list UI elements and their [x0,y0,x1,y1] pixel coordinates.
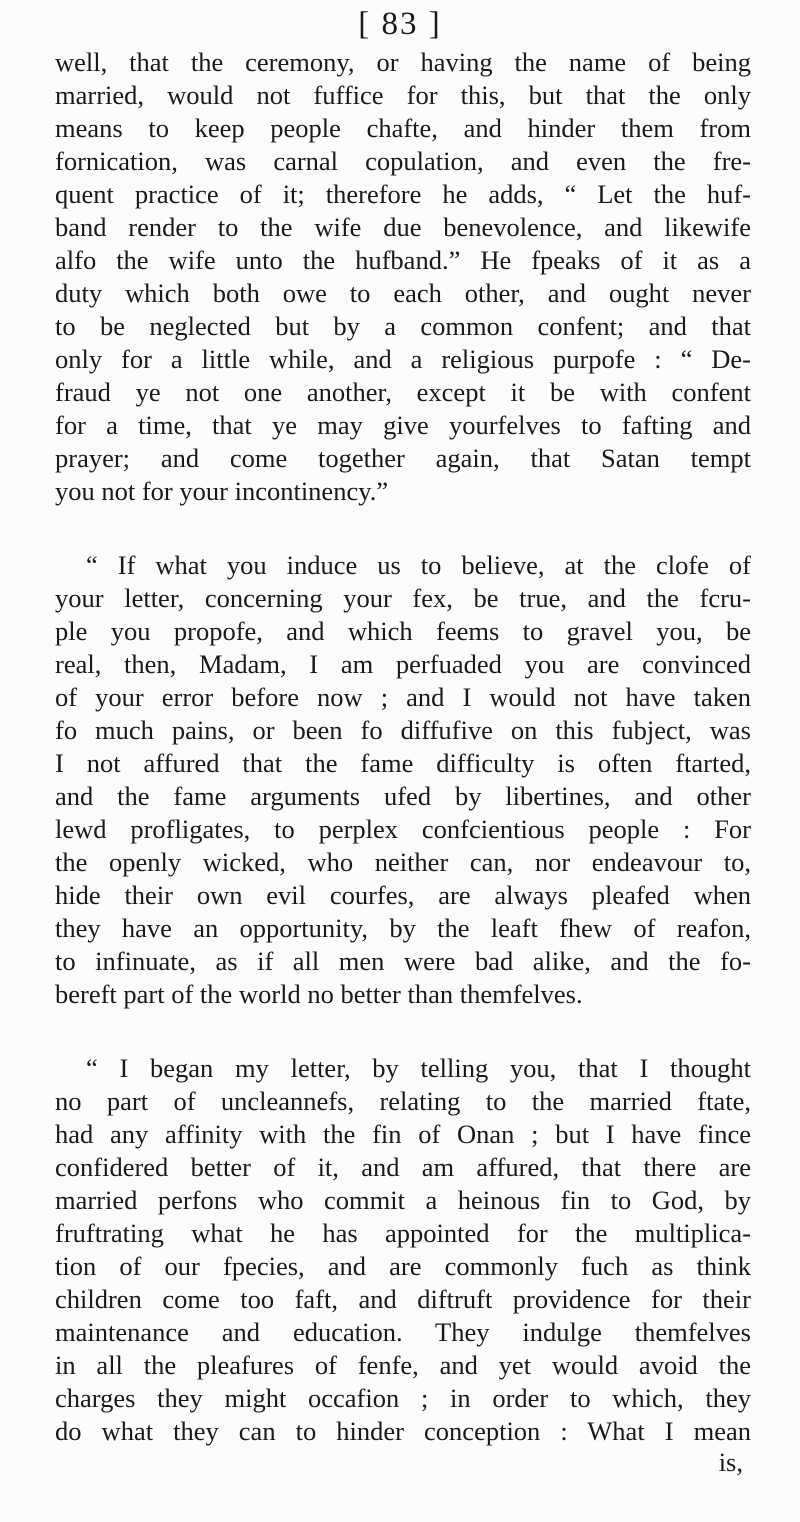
text-line: fruftrating what he has appointed for the multiplica- [55,1218,751,1248]
paragraph-3 [55,1052,751,1448]
text-line: your letter, concerning your fex, be true, and the fcru- [55,583,751,613]
text-line: “ I began my letter, by telling you, that I thought [86,1053,751,1083]
text-line: no part of uncleannefs, relating to the married ftate, [55,1086,751,1116]
paragraph-spacer [55,508,751,549]
text-line: you not for your incontinency.” [55,476,389,506]
text-line: charges they might occafion ; in order to which, they [55,1383,751,1413]
text-line: hide their own evil courfes, are always pleafed when [55,880,751,910]
body-text [55,46,751,1481]
text-line: married, would not fuffice for this, but that the only [55,80,751,110]
text-line: to be neglected but by a common confent; and that [55,311,751,341]
catchword: is, [718,1447,743,1477]
text-line: to infinuate, as if all men were bad alike, and the fo- [55,946,751,976]
paragraph-spacer [55,1011,751,1052]
text-line: ple you propofe, and which feems to gravel you, be [55,616,751,646]
page-number: [ 83 ] [358,6,442,42]
text-line: lewd profligates, to perplex confcientious people : For [55,814,751,844]
text-line: duty which both owe to each other, and ought never [55,278,751,308]
text-line: “ If what you induce us to believe, at the clofe of [86,550,751,580]
text-line: fraud ye not one another, except it be with confent [55,377,751,407]
text-line: confidered better of it, and am affured, that there are [55,1152,751,1182]
text-line: band render to the wife due benevolence, and likewife [55,212,751,242]
text-line: prayer; and come together again, that Satan tempt [55,443,751,473]
text-line: children come too faft, and diftruft providence for their [55,1284,751,1314]
text-line: quent practice of it; therefore he adds, “ Let the huf- [55,179,751,209]
paragraph-2 [55,549,751,1011]
text-line: the openly wicked, who neither can, nor endeavour to, [55,847,751,877]
text-line: well, that the ceremony, or having the name of being [55,47,751,77]
text-line: and the fame arguments ufed by libertines, and other [55,781,751,811]
text-line: tion of our fpecies, and are commonly fuch as think [55,1251,751,1281]
text-line: fornication, was carnal copulation, and even the fre- [55,146,751,176]
text-line: I not affured that the fame difficulty is often ftarted, [55,748,751,778]
text-line: bereft part of the world no better than themfelves. [55,979,583,1009]
text-line: do what they can to hinder conception : What I mean [55,1416,751,1446]
text-line: real, then, Madam, I am perfuaded you are convinced [55,649,751,679]
text-line: of your error before now ; and I would not have taken [55,682,751,712]
text-line: in all the pleafures of fenfe, and yet would avoid the [55,1350,751,1380]
text-line: maintenance and education. They indulge themfelves [55,1317,751,1347]
paragraph-1 [55,46,751,508]
text-line: only for a little while, and a religious purpofe : “ De- [55,344,751,374]
text-line: married perfons who commit a heinous fin to God, by [55,1185,751,1215]
text-line: means to keep people chafte, and hinder them from [55,113,751,143]
text-line: had any affinity with the fin of Onan ; but I have fince [55,1119,751,1149]
text-line: for a time, that ye may give yourfelves to fafting and [55,410,751,440]
text-line: alfo the wife unto the hufband.” He fpeaks of it as a [55,245,751,275]
text-line: fo much pains, or been fo diffufive on this fubject, was [55,715,751,745]
text-line: they have an opportunity, by the leaft fhew of reafon, [55,913,751,943]
